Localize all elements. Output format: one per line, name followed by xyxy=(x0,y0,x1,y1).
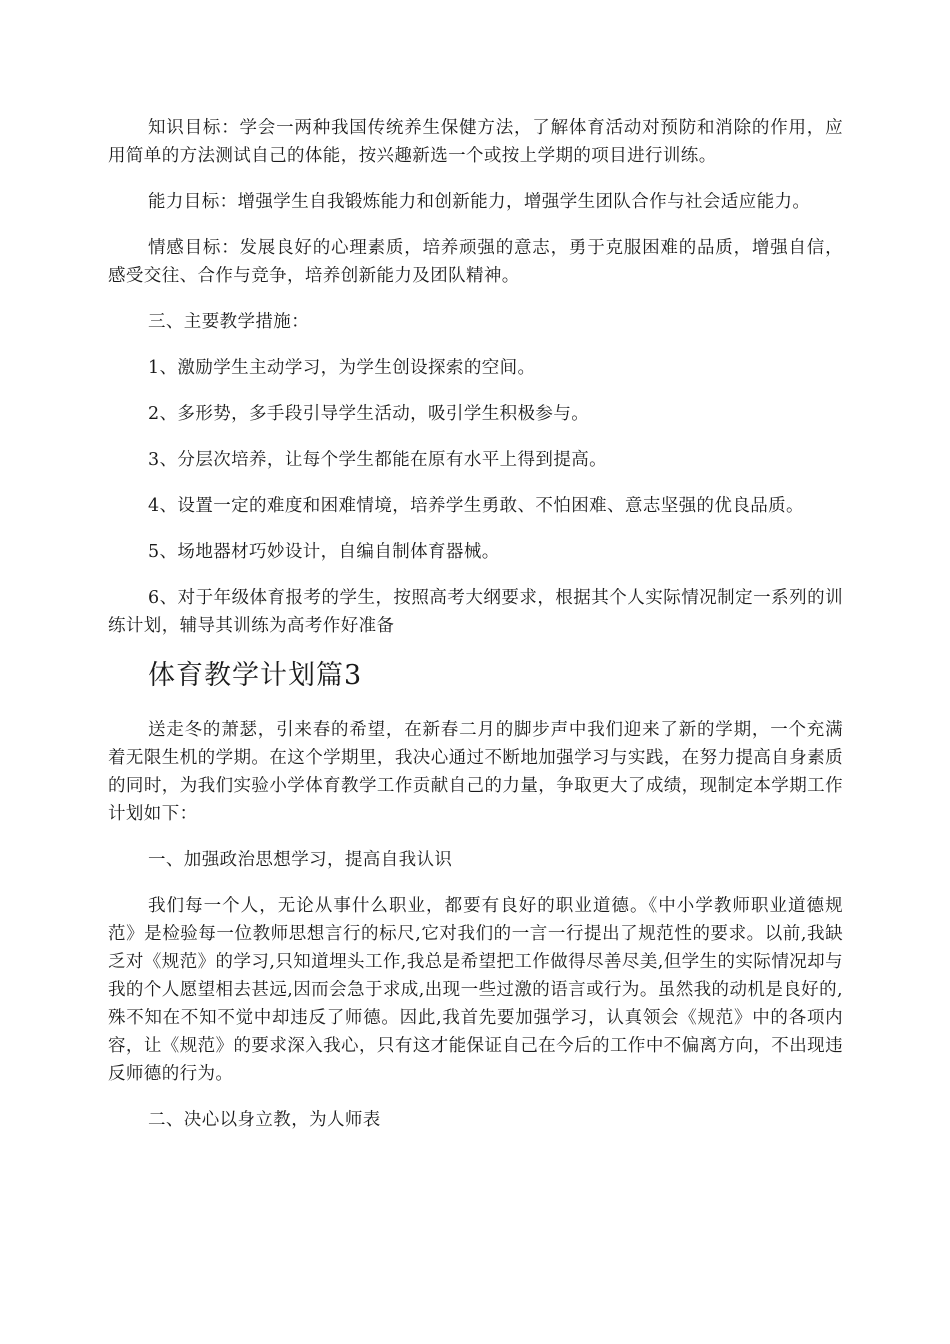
paragraph-intro: 送走冬的萧瑟，引来春的希望，在新春二月的脚步声中我们迎来了新的学期，一个充满着无限生机的学期。在这个学期里，我决心通过不断地加强学习与实践，在努力提高自身素质的同时，为我们实验小学体育教学工作贡献自己的力量，争取更大了成绩，现制定本学期工作计划如下： xyxy=(108,720,843,824)
list-item-measure-6: 6、对于年级体育报考的学生，按照高考大纲要求，根据其个人实际情况制定一系列的训练计划，辅导其训练为高考作好准备 xyxy=(108,588,843,636)
section-heading-political-study: 一、加强政治思想学习，提高自我认识 xyxy=(148,850,453,870)
paragraph-emotion-goal: 情感目标：发展良好的心理素质，培养顽强的意志，勇于克服困难的品质，增强自信，感受交往、合作与竞争，培养创新能力及团队精神。 xyxy=(108,238,843,286)
section-heading-role-model: 二、决心以身立教，为人师表 xyxy=(148,1110,381,1130)
paragraph-knowledge-goal: 知识目标：学会一两种我国传统养生保健方法，了解体育活动对预防和消除的作用，应用简单的方法测试自己的体能，按兴趣新选一个或按上学期的项目进行训练。 xyxy=(108,118,843,166)
paragraph-professional-ethics: 我们每一个人，无论从事什么职业，都要有良好的职业道德。《中小学教师职业道德规范》是检验每一位教师思想言行的标尺,它对我们的一言一行提出了规范性的要求。以前,我缺乏对《规范》的学习,只知道埋头工作,我总是希望把工作做得尽善尽美,但学生的实际情况却与我的个人愿望相去甚远,因而会急于求成,出现一些过激的语言或行为。虽然我的动机是良好的,殊不知在不知不觉中却违反了师德。因此,我首先要加强学习，认真领会《规范》中的各项内容，让《规范》的要求深入我心，只有这才能保证自己在今后的工作中不偏离方向，不出现违反师德的行为。 xyxy=(108,896,843,1084)
chapter-heading: 体育教学计划篇3 xyxy=(148,660,363,691)
list-item-measure-5: 5、场地器材巧妙设计，自编自制体育器械。 xyxy=(148,542,500,562)
list-item-measure-3: 3、分层次培养，让每个学生都能在原有水平上得到提高。 xyxy=(148,450,608,470)
list-item-measure-4: 4、设置一定的难度和困难情境，培养学生勇敢、不怕困难、意志坚强的优良品质。 xyxy=(148,496,804,516)
list-item-measure-2: 2、多形势，多手段引导学生活动，吸引学生积极参与。 xyxy=(148,404,590,424)
document-page xyxy=(108,114,843,1152)
section-heading-measures: 三、主要教学措施： xyxy=(148,312,310,332)
list-item-measure-1: 1、激励学生主动学习，为学生创设探索的空间。 xyxy=(148,358,536,378)
paragraph-ability-goal: 能力目标：增强学生自我锻炼能力和创新能力，增强学生团队合作与社会适应能力。 xyxy=(148,192,811,212)
